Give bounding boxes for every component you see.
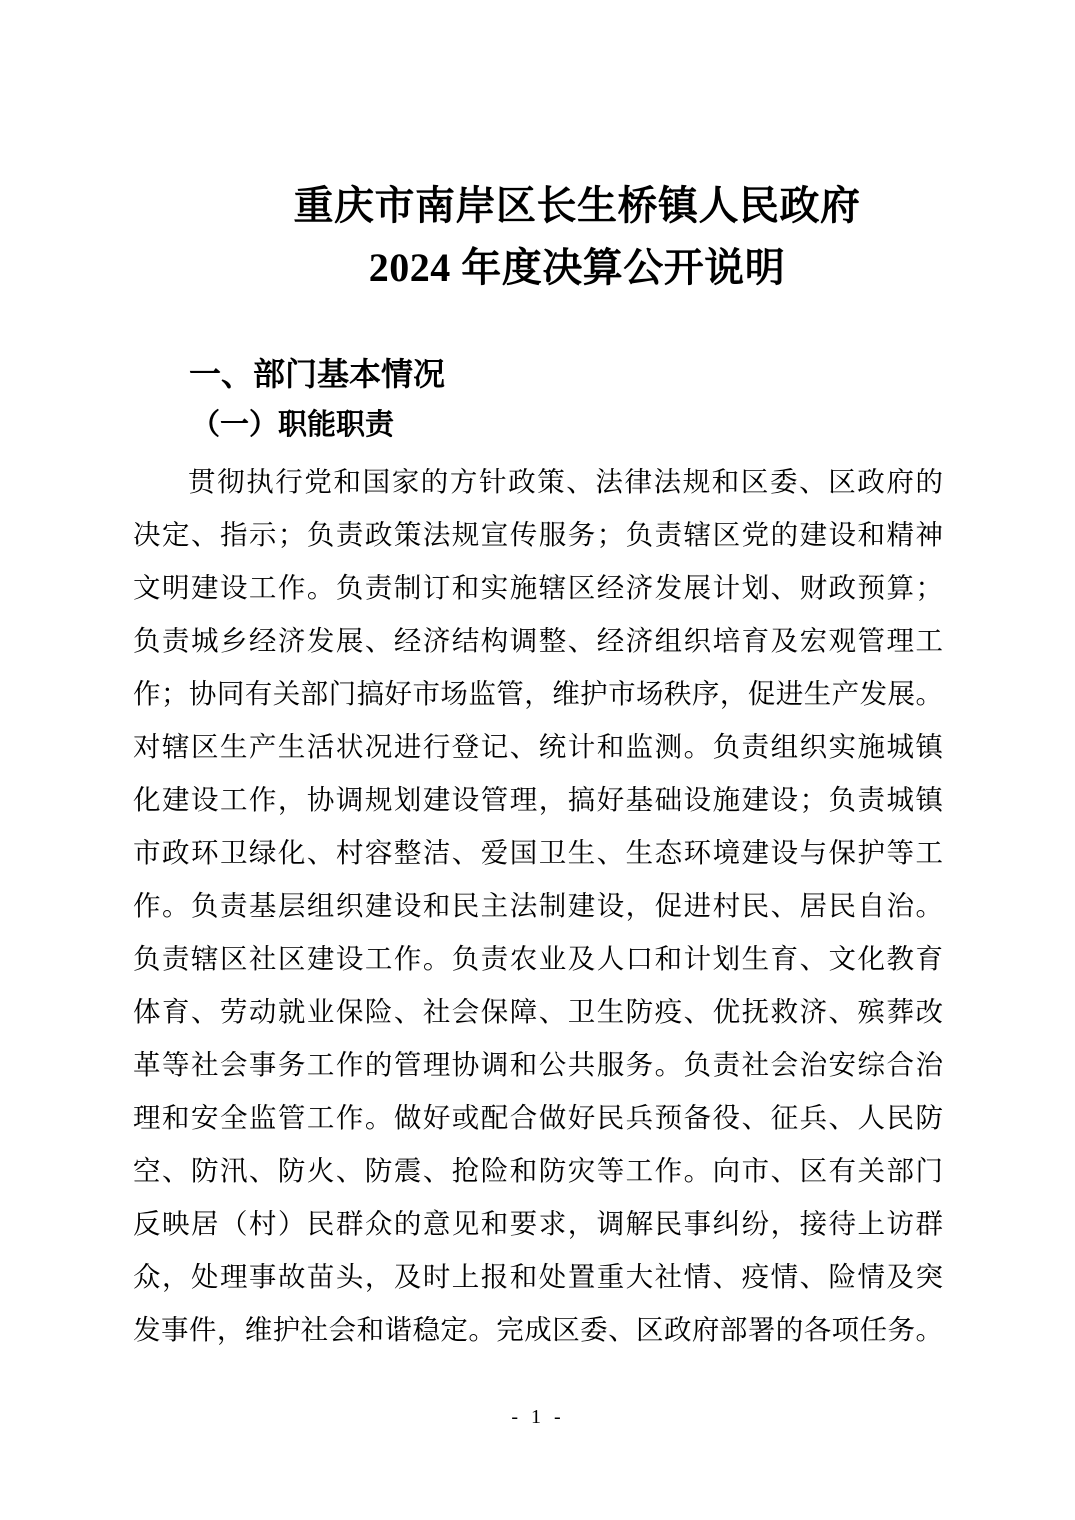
- paragraph-line: 体育、劳动就业保险、社会保障、卫生防疫、优抚救济、殡葬改: [133, 996, 943, 1027]
- duties-paragraph: [133, 455, 943, 1356]
- paragraph-line: 反映居（村）民群众的意见和要求，调解民事纠纷，接待上访群: [133, 1208, 943, 1239]
- section-heading: 一、部门基本情况: [189, 356, 446, 392]
- document-title-line-1: 重庆市南岸区长生桥镇人民政府: [293, 183, 861, 228]
- paragraph-line: 负责城乡经济发展、经济结构调整、经济组织培育及宏观管理工: [133, 625, 943, 656]
- paragraph-line: 发事件，维护社会和谐稳定。完成区委、区政府部署的各项任务。: [133, 1314, 943, 1345]
- paragraph-line: 负责辖区社区建设工作。负责农业及人口和计划生育、文化教育: [133, 943, 943, 974]
- paragraph-line: 作。负责基层组织建设和民主法制建设，促进村民、居民自治。: [133, 890, 943, 921]
- paragraph-line: 化建设工作，协调规划建设管理，搞好基础设施建设；负责城镇: [133, 784, 943, 815]
- document-title-line-2: 2024 年度决算公开说明: [368, 245, 786, 290]
- paragraph-line: 革等社会事务工作的管理协调和公共服务。负责社会治安综合治: [133, 1049, 943, 1080]
- paragraph-line: 作；协同有关部门搞好市场监管，维护市场秩序，促进生产发展。: [133, 678, 943, 709]
- paragraph-line: 理和安全监管工作。做好或配合做好民兵预备役、征兵、人民防: [133, 1102, 943, 1133]
- subsection-heading: （一）职能职责: [191, 409, 395, 441]
- document-title: [172, 175, 982, 299]
- paragraph-line: 对辖区生产生活状况进行登记、统计和监测。负责组织实施城镇: [133, 731, 943, 762]
- page-number: - 1 -: [511, 1406, 565, 1428]
- paragraph-line: 市政环卫绿化、村容整洁、爱国卫生、生态环境建设与保护等工: [133, 837, 943, 868]
- paragraph-line: 文明建设工作。负责制订和实施辖区经济发展计划、财政预算；: [133, 572, 943, 603]
- paragraph-line: 空、防汛、防火、防震、抢险和防灾等工作。向市、区有关部门: [133, 1155, 943, 1186]
- paragraph-line: 众，处理事故苗头，及时上报和处置重大社情、疫情、险情及突: [133, 1261, 943, 1292]
- paragraph-line: 决定、指示；负责政策法规宣传服务；负责辖区党的建设和精神: [133, 519, 943, 550]
- paragraph-line: 贯彻执行党和国家的方针政策、法律法规和区委、区政府的: [188, 466, 943, 497]
